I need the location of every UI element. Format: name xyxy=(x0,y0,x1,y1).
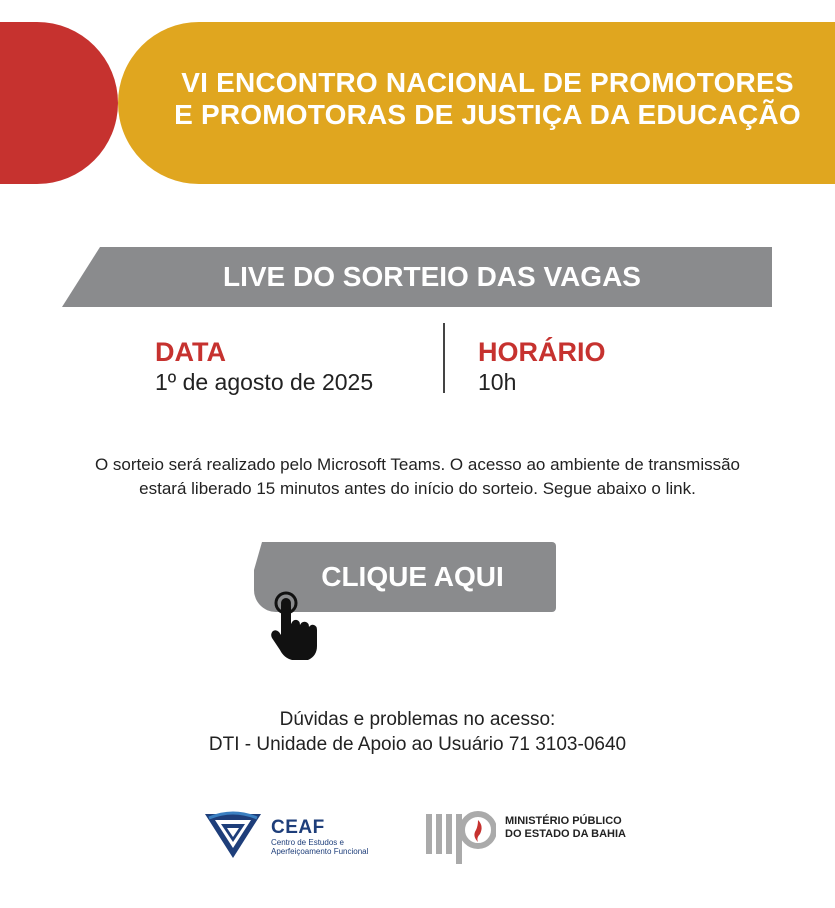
mp-bahia-logo-icon xyxy=(424,808,496,864)
ceaf-logo-icon xyxy=(205,810,261,858)
header xyxy=(0,0,835,210)
time-label: HORÁRIO xyxy=(478,337,606,367)
event-title xyxy=(165,67,810,131)
support-info xyxy=(0,707,835,757)
event-title-line1: VI ENCONTRO NACIONAL DE PROMOTORES xyxy=(181,67,794,98)
info-divider xyxy=(443,323,445,393)
click-here-label: CLIQUE AQUI xyxy=(321,561,504,592)
description-line2: estará liberado 15 minutos antes do início do sorteio. Segue abaixo o link. xyxy=(139,479,696,498)
red-half-circle-decoration xyxy=(0,22,118,184)
ceaf-name: CEAF xyxy=(271,817,325,838)
mp-line1: MINISTÉRIO PÚBLICO xyxy=(505,815,622,827)
ceaf-sub-line1: Centro de Estudos e xyxy=(271,838,344,847)
mp-line2: DO ESTADO DA BAHIA xyxy=(505,828,626,840)
date-value: 1º de agosto de 2025 xyxy=(155,369,374,395)
date-label: DATA xyxy=(155,337,226,367)
time-value: 10h xyxy=(478,369,517,395)
pointing-hand-icon[interactable] xyxy=(264,590,320,662)
support-line2: DTI - Unidade de Apoio ao Usuário 71 3103-0640 xyxy=(208,734,627,755)
event-title-line2: E PROMOTORAS DE JUSTIÇA DA EDUCAÇÃO xyxy=(174,99,801,130)
ceaf-subtitle xyxy=(271,838,391,856)
mp-bahia-name xyxy=(505,815,626,841)
ceaf-sub-line2: Aperfeiçoamento Funcional xyxy=(271,847,369,856)
description xyxy=(0,453,835,501)
support-line1: Dúvidas e problemas no acesso: xyxy=(279,709,556,730)
description-line1: O sorteio será realizado pelo Microsoft Teams. O acesso ao ambiente de transmissão xyxy=(94,455,741,474)
live-banner-text: LIVE DO SORTEIO DAS VAGAS xyxy=(223,261,641,292)
